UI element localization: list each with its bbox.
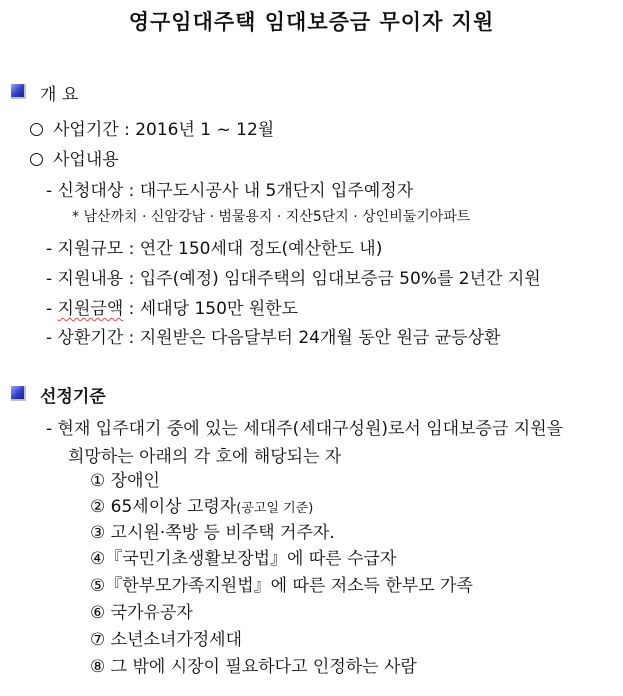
content-heading-line bbox=[30, 145, 119, 170]
criteria-item-2-note: (공고일 기준) bbox=[236, 501, 314, 516]
criteria-item-6: ⑥ 국가유공자 bbox=[90, 603, 193, 623]
section-bullet-icon bbox=[11, 386, 26, 401]
hollow-circle-icon bbox=[30, 123, 43, 136]
page-title: 영구임대주택 임대보증금 무이자 지원 bbox=[128, 10, 495, 34]
section-bullet-icon bbox=[11, 84, 26, 99]
section-heading-criteria: 선정기준 bbox=[40, 387, 106, 407]
criteria-line-2: 희망하는 아래의 각 호에 해당되는 자 bbox=[68, 447, 342, 467]
section-heading-overview: 개 요 bbox=[40, 85, 79, 105]
hollow-circle-icon bbox=[30, 153, 43, 166]
amount-value: : 세대당 150만 원한도 bbox=[123, 299, 298, 319]
scale-line: - 지원규모 : 연간 150세대 정도(예산한도 내) bbox=[46, 239, 383, 259]
criteria-item-8: ⑧ 그 밖에 시장이 필요하다고 인정하는 사람 bbox=[90, 657, 417, 677]
content-heading: 사업내용 bbox=[53, 150, 119, 170]
complex-list-note: * 남산까치 · 신암강남 · 범물용지 · 지산5단지 · 상인비둘기아파트 bbox=[72, 209, 471, 225]
support-content-line: - 지원내용 : 입주(예정) 임대주택의 임대보증금 50%를 2년간 지원 bbox=[46, 269, 541, 289]
criteria-line-1: - 현재 입주대기 중에 있는 세대주(세대구성원)로서 임대보증금 지원을 bbox=[46, 419, 564, 439]
criteria-item-4: ④『국민기초생활보장법』에 따른 수급자 bbox=[90, 549, 397, 569]
criteria-item-1: ① 장애인 bbox=[90, 471, 160, 491]
criteria-item-2 bbox=[90, 492, 313, 517]
applicant-line: - 신청대상 : 대구도시공사 내 5개단지 입주예정자 bbox=[46, 181, 414, 201]
criteria-item-2-text: ② 65세이상 고령자 bbox=[90, 497, 237, 517]
criteria-item-3: ③ 고시원·쪽방 등 비주택 거주자. bbox=[90, 523, 335, 543]
criteria-item-7: ⑦ 소년소녀가정세대 bbox=[90, 630, 243, 650]
period-line bbox=[30, 115, 274, 140]
period-text: 사업기간 : 2016년 1 ~ 12월 bbox=[53, 120, 275, 140]
criteria-item-5: ⑤『한부모가족지원법』에 따른 저소득 한부모 가족 bbox=[90, 576, 473, 596]
amount-line bbox=[46, 294, 298, 319]
repayment-line: - 상환기간 : 지원받은 다음달부터 24개월 동안 원금 균등상환 bbox=[46, 328, 501, 348]
amount-label: 지원금액 bbox=[57, 299, 124, 319]
amount-dash: - bbox=[46, 299, 58, 319]
